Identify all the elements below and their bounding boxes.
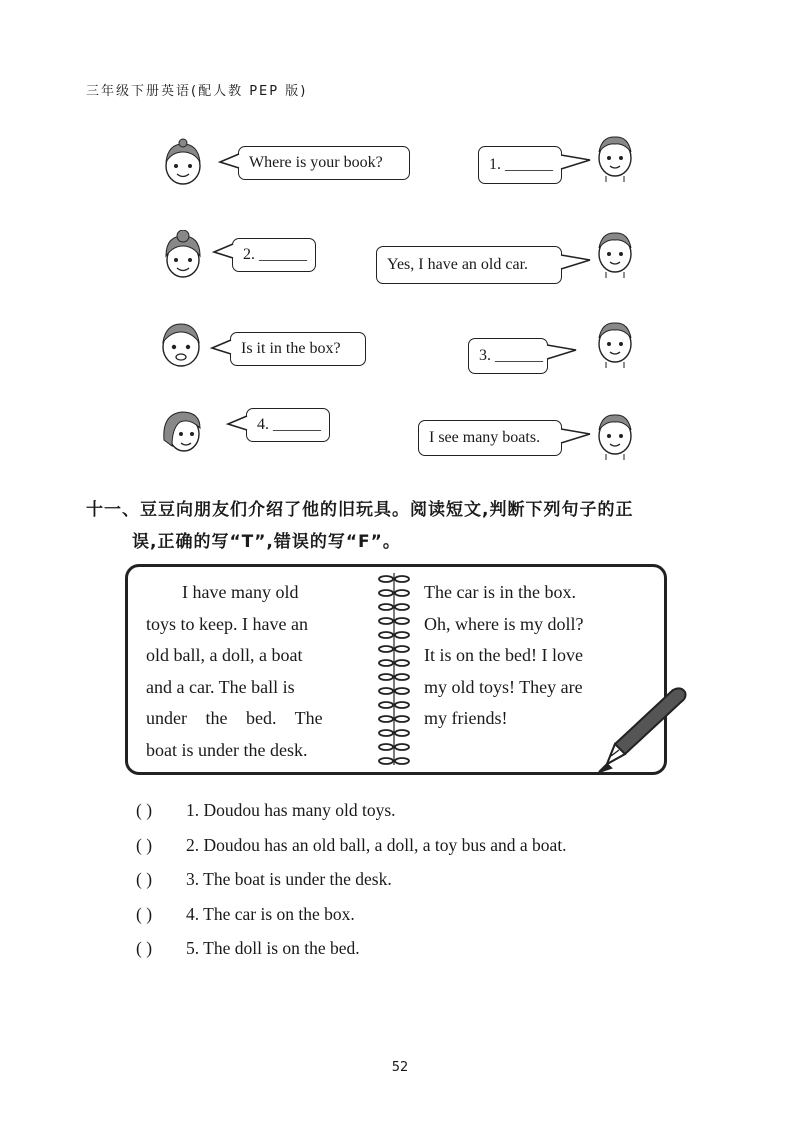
list-item (136, 904, 567, 939)
answer-bubble-2[interactable]: 2. ______ (232, 238, 316, 272)
item-text: 1. Doudou has many old toys. (186, 800, 396, 820)
passage-line: Oh, where is my doll? (424, 613, 584, 634)
passage-line: I have many old (182, 582, 299, 602)
answer-blank[interactable]: ( ) (136, 800, 153, 820)
speech-bubble-4-right: I see many boats. (418, 420, 562, 456)
answer-blank[interactable]: ( ) (136, 903, 153, 924)
bubble-tail-3-right (546, 342, 578, 364)
item-text: 3. The boat is under the desk. (186, 869, 392, 889)
answer-bubble-1[interactable]: 1. ______ (478, 146, 562, 184)
bubble-tail-2-right (560, 252, 592, 274)
passage-line: The car is in the box. (424, 582, 576, 602)
girl-face-icon (160, 138, 206, 188)
answer-blank[interactable]: ( ) (136, 834, 153, 855)
bubble-tail-4-left (226, 414, 248, 434)
bubble-tail-4-right (560, 426, 592, 448)
page-number: 52 (391, 1060, 409, 1075)
page-header: 三年级下册英语(配人教 PEP 版) (86, 84, 308, 99)
speech-bubble-3-left: Is it in the box? (230, 332, 366, 366)
passage-left-page (146, 577, 368, 766)
bubble-tail-1-left (218, 152, 240, 172)
fountain-pen-icon (585, 684, 689, 776)
girl-face-icon (160, 406, 206, 456)
girl-face-icon (160, 230, 206, 280)
list-item (136, 835, 567, 870)
passage-line: under the bed. The (146, 708, 323, 728)
item-text: 5. The doll is on the bed. (186, 938, 360, 958)
list-item (136, 800, 567, 835)
item-text: 4. The car is on the box. (186, 903, 355, 924)
list-item (136, 938, 567, 973)
passage-line: old ball, a doll, a boat (146, 645, 303, 665)
question-title (86, 494, 633, 558)
passage-line: toys to keep. I have an (146, 613, 308, 634)
question-title-line-1: 十一、豆豆向朋友们介绍了他的旧玩具。阅读短文,判断下列句子的正 (86, 500, 634, 520)
list-item (136, 869, 567, 904)
answer-bubble-4[interactable]: 4. ______ (246, 408, 330, 442)
boy-face-icon (592, 132, 638, 182)
speech-bubble-1-left: Where is your book? (238, 146, 410, 180)
boy-face-icon (592, 228, 638, 278)
speech-bubble-2-right: Yes, I have an old car. (376, 246, 562, 284)
passage-line: my friends! (424, 708, 508, 728)
bubble-tail-3-left (210, 338, 232, 358)
answer-blank[interactable]: ( ) (136, 938, 153, 958)
question-title-line-2: 误,正确的写“T”,错误的写“F”。 (132, 532, 401, 552)
item-text: 2. Doudou has an old ball, a doll, a toy bus and a boat. (186, 834, 567, 855)
answer-bubble-3[interactable]: 3. ______ (468, 338, 548, 374)
passage-line: and a car. The ball is (146, 676, 295, 697)
spiral-binding-icon (372, 569, 416, 769)
answer-blank[interactable]: ( ) (136, 869, 153, 889)
boy-face-icon (158, 320, 204, 370)
true-false-list (136, 800, 567, 973)
passage-line: It is on the bed! I love (424, 645, 583, 665)
bubble-tail-1-right (560, 152, 592, 174)
boy-face-icon (592, 318, 638, 368)
boy-face-icon (592, 410, 638, 460)
passage-line: boat is under the desk. (146, 739, 308, 760)
bubble-tail-2-left (212, 242, 234, 262)
passage-line: my old toys! They are (424, 676, 583, 697)
